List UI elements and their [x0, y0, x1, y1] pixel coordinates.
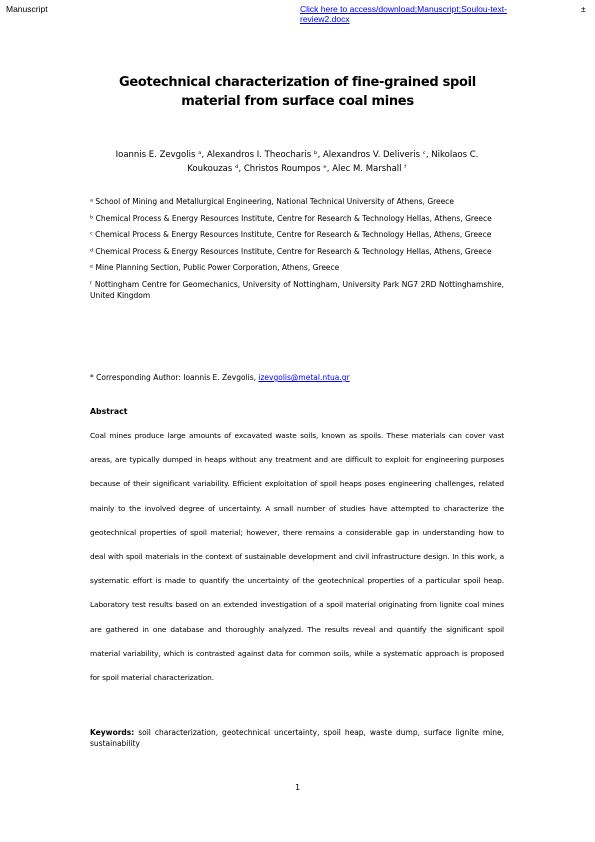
- affiliation-f: ᶠ Nottingham Centre for Geomechanics, University of Nottingham, University Park NG7 2RD Nottinghamshire, United Kingdom: [90, 279, 504, 300]
- manuscript-label: Manuscript: [6, 4, 48, 14]
- affiliation-d: ᵈ Chemical Process & Energy Resources Institute, Centre for Research & Technology Hellas, Athens, Greece: [90, 246, 492, 256]
- page-marker: ±: [581, 4, 586, 14]
- affiliations: [90, 196, 504, 306]
- corresponding-author: [90, 372, 504, 383]
- paper-title: Geotechnical characterization of fine-grained spoil material from surface coal mines: [119, 75, 476, 109]
- affiliation-c: ᶜ Chemical Process & Energy Resources Institute, Centre for Research & Technology Hellas, Athens, Greece: [90, 230, 492, 239]
- authors-line-1: Ioannis E. Zevgolis ᵃ, Alexandros I. Theocharis ᵇ, Alexandros V. Deliveris ᶜ, Nikolaos C.: [115, 150, 479, 160]
- keywords: [90, 727, 504, 749]
- affiliation-a: ᵃ School of Mining and Metallurgical Engineering, National Technical University of Athens, Greece: [90, 197, 455, 206]
- abstract-heading: Abstract: [90, 407, 128, 416]
- page-number: 1: [294, 783, 301, 792]
- corresponding-email-link[interactable]: izevgolis@metal.ntua.gr: [258, 373, 350, 382]
- authors-line-2: Koukouzas ᵈ, Christos Roumpos ᵉ, Alec M. Marshall ᶠ: [187, 164, 407, 174]
- keywords-label: Keywords:: [90, 728, 135, 737]
- download-manuscript-link[interactable]: Click here to access/download;Manuscript;Soulou-text-review2.docx: [300, 4, 507, 24]
- affiliation-b: ᵇ Chemical Process & Energy Resources Institute, Centre for Research & Technology Hellas, Athens, Greece: [90, 213, 492, 223]
- keywords-list: soil characterization, geotechnical uncertainty, spoil heap, waste dump, surface lignite mine, sustainability: [90, 728, 504, 748]
- abstract-body: Coal mines produce large amounts of excavated waste soils, known as spoils. These materials can cover vast areas, are typically dumped in heaps without any treatment and are difficult to exploit for engineering purposes because of their significant variability. Efficient exploitation of spoil heaps poses engineering challenges, related mainly to the involved degree of uncertainty. A small number of studies have attempted to characterize the geotechnical properties of spoil material; however, there remains a considerable gap in understanding how to deal with spoil materials in the context of sustainable development and civil infrastructure design. In this work, a systematic effort is made to quantify the uncertainty of the geotechnical properties of a particular spoil heap. Laboratory test results based on an extended investigation of a spoil material originating from lignite coal mines are gathered in one database and thoroughly analyzed. The results reveal and quantify the significant spoil material variability, which is contrasted against data for common soils, while a systematic approach is proposed for spoil material characterization.: [90, 431, 504, 683]
- author-list: [95, 148, 499, 176]
- corresponding-author-text: * Corresponding Author: Ioannis E. Zevgolis,: [90, 373, 259, 382]
- affiliation-e: ᵉ Mine Planning Section, Public Power Corporation, Athens, Greece: [90, 263, 340, 272]
